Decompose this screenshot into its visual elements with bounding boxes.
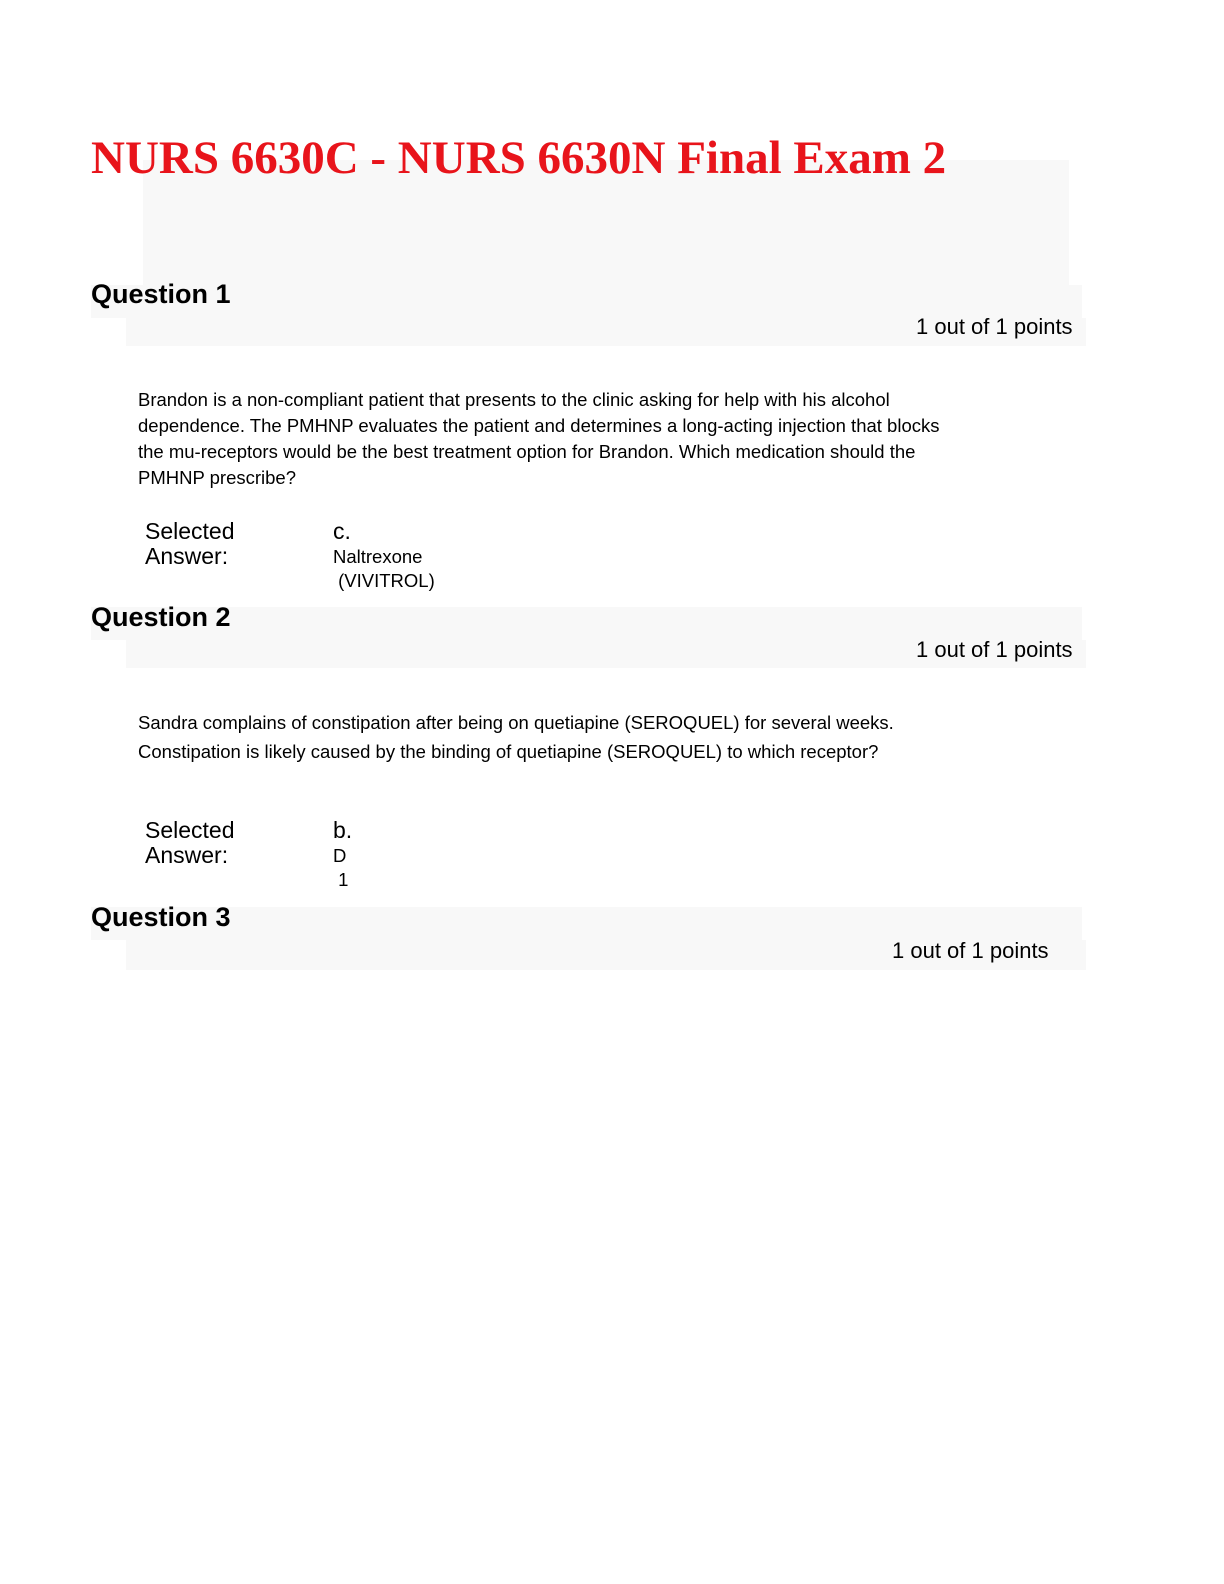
selected-label-line: Answer:	[145, 543, 229, 569]
answer-letter: c.	[333, 518, 351, 544]
question-1-text-line: dependence. The PMHNP evaluates the patient and determines a long-acting injection that blocks	[138, 415, 940, 436]
question-3-heading: Question 3	[91, 902, 231, 932]
question-1-text	[138, 387, 940, 491]
question-2-selected-answer-label	[145, 818, 235, 868]
question-2-text-line: Constipation is likely caused by the binding of quetiapine (SEROQUEL) to which receptor?	[138, 741, 879, 762]
page-title: NURS 6630C - NURS 6630N Final Exam 2	[91, 132, 947, 184]
question-1-text-line: the mu-receptors would be the best treatment option for Brandon. Which medication should the	[138, 441, 916, 462]
question-1-selected-answer-label	[145, 519, 235, 569]
question-2-text	[138, 708, 894, 766]
selected-label-line: Selected	[145, 518, 235, 544]
question-1-points: 1 out of 1 points	[916, 314, 1073, 339]
question-3-points: 1 out of 1 points	[892, 938, 1049, 963]
selected-label-line: Selected	[145, 817, 235, 843]
answer-letter: b.	[333, 817, 353, 843]
question-2-selected-answer	[333, 817, 352, 892]
question-1-heading: Question 1	[91, 279, 231, 309]
question-3-heading-band	[91, 907, 1082, 940]
question-2-points: 1 out of 1 points	[916, 637, 1073, 662]
question-1-text-line: Brandon is a non-compliant patient that presents to the clinic asking for help with his alcohol	[138, 389, 890, 410]
question-1-text-line: PMHNP prescribe?	[138, 467, 296, 488]
answer-line: 1	[333, 869, 349, 890]
question-1-selected-answer	[333, 518, 435, 593]
answer-line: D	[333, 845, 347, 866]
answer-line: (VIVITROL)	[333, 570, 435, 591]
question-2-heading: Question 2	[91, 602, 231, 632]
selected-label-line: Answer:	[145, 842, 229, 868]
question-2-text-line: Sandra complains of constipation after being on quetiapine (SEROQUEL) for several weeks.	[138, 712, 894, 733]
answer-line: Naltrexone	[333, 546, 423, 567]
